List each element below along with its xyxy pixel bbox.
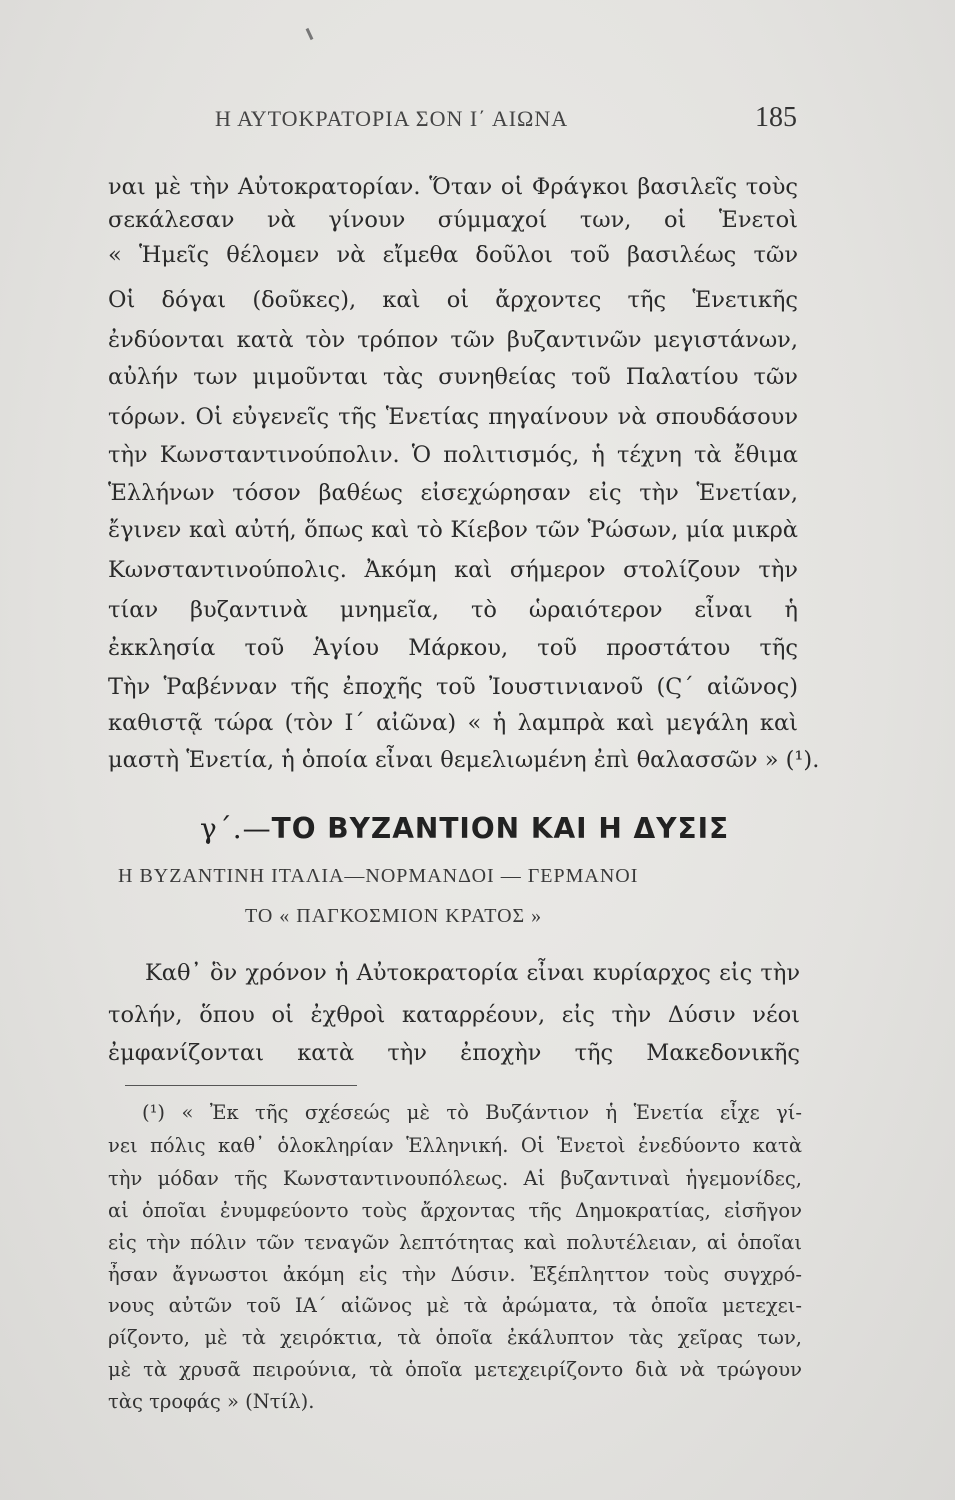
section-marker: γ΄.— [200,812,272,845]
text-line: τολήν, ὅπου οἱ ἐχθροὶ καταρρέουν, εἰς τὴν Δύσιν νέοι [108,1002,800,1028]
footnote-line: νει πόλις καθ᾽ ὁλοκληρίαν Ἑλληνική. Οἱ Ἑνετοὶ ἐνεδύοντο κατὰ [108,1134,802,1157]
text-line: Καθ᾽ ὃν χρόνον ἡ Αὐτοκρατορία εἶναι κυρίαρχος εἰς τὴν [145,960,800,986]
page-number: 185 [755,102,797,133]
text-line: καθιστᾷ τώρα (τὸν Ι΄ αἰῶνα) « ἡ λαμπρὰ καὶ μεγάλη καὶ [108,710,798,736]
footnote-line: εἰς τὴν πόλιν τῶν τεναγῶν λεπτότητας καὶ πολυτέλειαν, αἱ ὁποῖαι [108,1231,802,1254]
section-title: ΤΟ ΒΥΖΑΝΤΙΟΝ ΚΑΙ Η ΔΥΣΙΣ [271,812,730,845]
footnote-line: αἱ ὁποῖαι ἐνυμφεύοντο τοὺς ἄρχοντας τῆς Δημοκρατίας, εἰσῆγον [108,1199,802,1222]
footnote-line: νους αὐτῶν τοῦ ΙΑ΄ αἰῶνος μὲ τὰ ἀρώματα, τὰ ὁποῖα μετεχει- [108,1294,802,1317]
text-line: αὐλήν των μιμοῦνται τὰς συνηθείας τοῦ Παλατίου τῶν [108,364,798,390]
scan-mark [306,28,314,40]
footnote-line: μὲ τὰ χρυσᾶ πειρούνια, τὰ ὁποῖα μετεχειρίζοντο διὰ νὰ τρώγουν [108,1358,802,1381]
text-line: « Ἡμεῖς θέλομεν νὰ εἴμεθα δοῦλοι τοῦ βασιλέως τῶν [108,242,798,268]
text-line: ἐνδύονται κατὰ τὸν τρόπον τῶν βυζαντινῶν μεγιστάνων, [108,327,798,353]
text-line: Τὴν Ῥαβένναν τῆς ἐποχῆς τοῦ Ἰουστινιανοῦ (Ϛ΄ αἰῶνος) [108,674,798,700]
text-line: σεκάλεσαν νὰ γίνουν σύμμαχοί των, οἱ Ἑνετοὶ [108,207,798,233]
text-line: ἐκκλησία τοῦ Ἁγίου Μάρκου, τοῦ προστάτου τῆς [108,635,798,661]
section-heading [200,812,760,845]
section-subtitle: Η ΒΥΖΑΝΤΙΝΗ ΙΤΑΛΙΑ—ΝΟΡΜΑΝΔΟΙ — ΓΕΡΜΑΝΟΙ [118,865,639,887]
text-line: Κωνσταντινούπολις. Ἀκόμη καὶ σήμερον στολίζουν τὴν [108,557,798,583]
page-header [0,98,955,138]
footnote-line: τὰς τροφάς » (Ντίλ). [108,1390,315,1413]
text-line: Ἑλλήνων τόσον βαθέως εἰσεχώρησαν εἰς τὴν Ἑνετίαν, [108,480,798,506]
text-line: ναι μὲ τὴν Αὐτοκρατορίαν. Ὅταν οἱ Φράγκοι βασιλεῖς τοὺς [108,174,798,200]
text-line: τὴν Κωνσταντινούπολιν. Ὁ πολιτισμός, ἡ τέχνη τὰ ἔθιμα [108,442,798,468]
text-line: τίαν βυζαντινὰ μνημεῖα, τὸ ὡραιότερον εἶναι ἡ [108,597,798,623]
text-line: Οἱ δόγαι (δοῦκες), καὶ οἱ ἄρχοντες τῆς Ἑνετικῆς [108,287,798,313]
running-head: Η ΑΥΤΟΚΡΑΤΟΡΙΑ ΣΟΝ Ι΄ ΑΙΩΝΑ [215,106,569,131]
text-line: ἔγινεν καὶ αὐτή, ὅπως καὶ τὸ Κίεβον τῶν Ῥώσων, μία μικρὰ [108,517,798,543]
footnote-line: τὴν μόδαν τῆς Κωνσταντινουπόλεως. Αἱ βυζαντιναὶ ἡγεμονίδες, [108,1167,802,1190]
footnote-divider [125,1085,357,1086]
section-subtitle: ΤΟ « ΠΑΓΚΟΣΜΙΟΝ ΚΡΑΤΟΣ » [245,905,543,927]
text-line: μαστὴ Ἑνετία, ἡ ὁποία εἶναι θεμελιωμένη ἐπὶ θαλασσῶν » (¹). [108,747,820,773]
text-line: ἐμφανίζονται κατὰ τὴν ἐποχὴν τῆς Μακεδονικῆς [108,1040,800,1066]
footnote-line: ἦσαν ἄγνωστοι ἀκόμη εἰς τὴν Δύσιν. Ἐξέπληττον τοὺς συγχρό- [108,1263,802,1286]
text-line: τόρων. Οἱ εὐγενεῖς τῆς Ἑνετίας πηγαίνουν νὰ σπουδάσουν [108,404,798,430]
footnote-line: (¹) « Ἐκ τῆς σχέσεώς μὲ τὸ Βυζάντιον ἡ Ἑνετία εἶχε γί- [142,1101,802,1124]
footnote-line: ρίζοντο, μὲ τὰ χειρόκτια, τὰ ὁποῖα ἐκάλυπτον τὰς χεῖρας των, [108,1326,802,1349]
